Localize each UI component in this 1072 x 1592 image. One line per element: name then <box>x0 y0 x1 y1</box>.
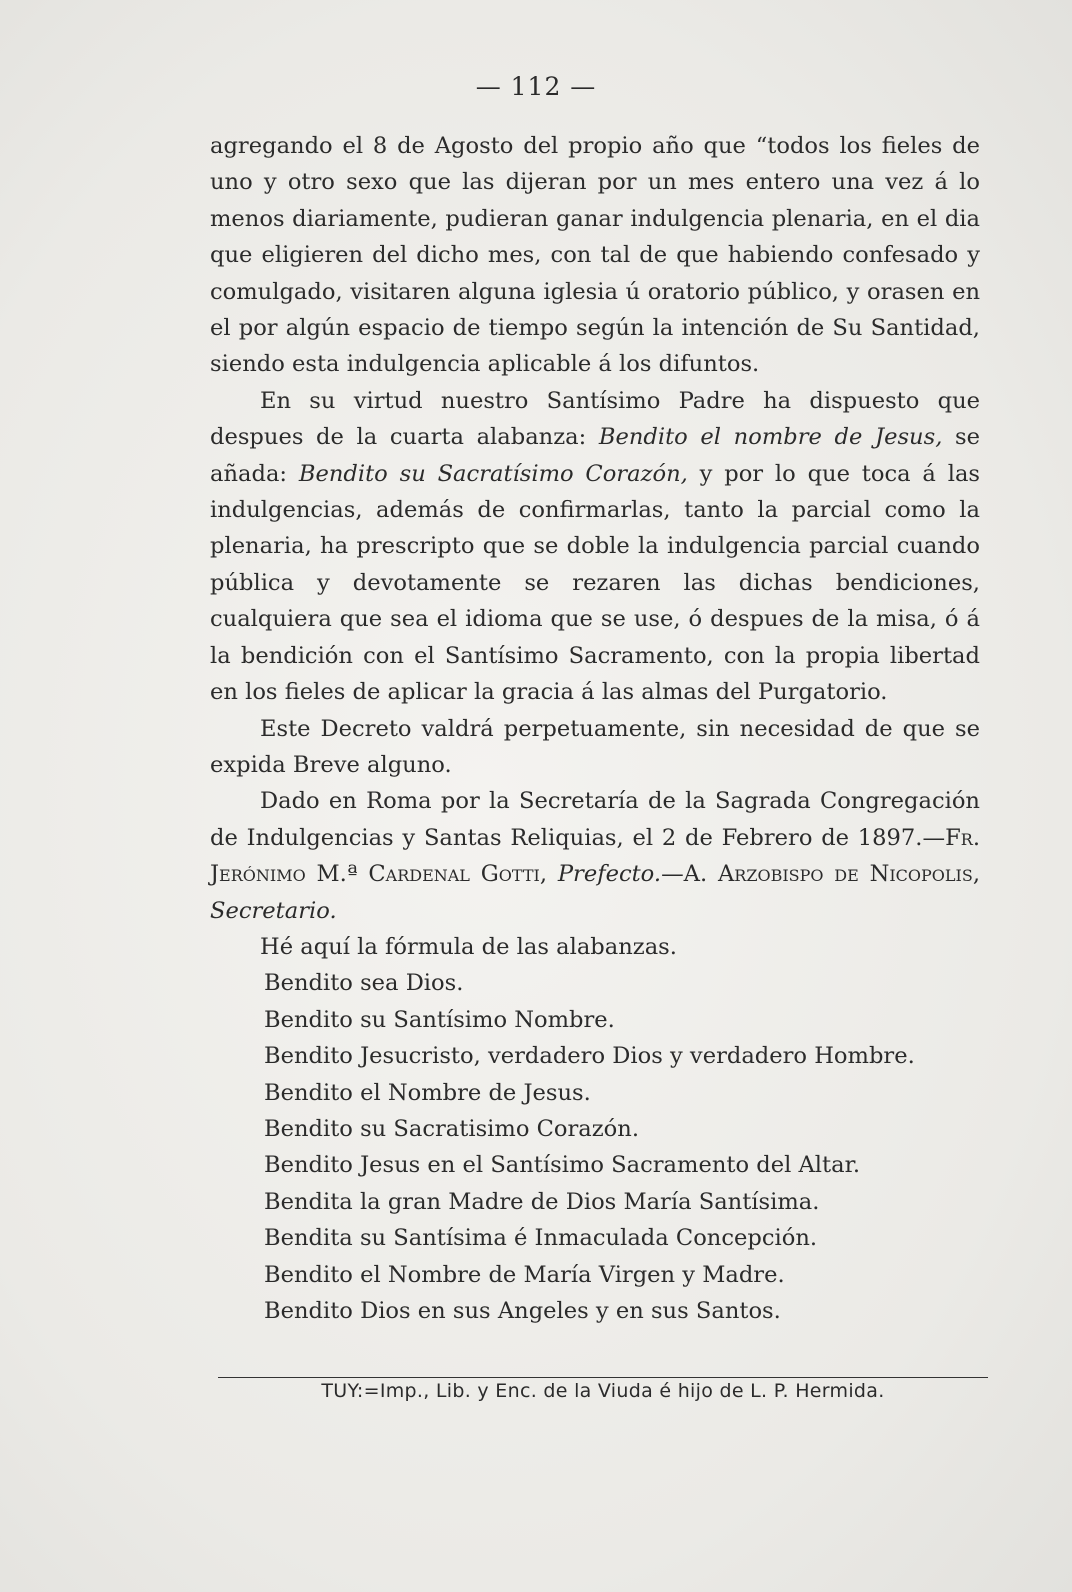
litany-line: Bendita su Santísima é Inmaculada Concepción. <box>264 1225 818 1252</box>
paragraph-signature <box>210 783 980 929</box>
signature-text-1: Dado en Roma por la Secretaría de la Sagrada Congregación de Indulgencias y Santas Reliquias, el 2 de Febrero de 1897.— <box>210 788 980 851</box>
litany-list <box>210 965 980 1329</box>
litany-line: Bendito sea Dios. <box>264 970 464 997</box>
signature-prefect: Fr. Jerónimo M.ª Cardenal Gotti, <box>210 824 980 888</box>
litany-line: Bendito su Santísimo Nombre. <box>264 1006 615 1033</box>
signature-dash: —A. <box>661 861 718 888</box>
body-text <box>210 128 980 1329</box>
paragraph-validity: Este Decreto valdrá perpetuamente, sin necesidad de que se expida Breve alguno. <box>210 715 980 778</box>
signature-secretary: Arzobispo de Nicopolis, <box>717 861 981 888</box>
decree-text-1: En su virtud nuestro Santísimo Padre ha dispuesto que despues de la cuarta alabanza: <box>210 387 980 451</box>
paragraph-decree <box>210 383 980 711</box>
paragraph-formula-intro: Hé aquí la fórmula de las alabanzas. <box>260 933 677 960</box>
signature-prefect-title: Prefecto. <box>557 861 662 888</box>
quote-sacratisimo-corazon: Bendito su Sacratísimo Corazón, <box>298 460 688 487</box>
quote-nombre-jesus: Bendito el nombre de Jesus, <box>598 424 943 451</box>
litany-line: Bendito Jesucristo, verdadero Dios y verdadero Hombre. <box>264 1043 915 1070</box>
litany-line: Bendita la gran Madre de Dios María Santísima. <box>264 1188 820 1215</box>
signature-secretary-title: Secretario. <box>210 897 337 924</box>
printer-imprint: TUY:=Imp., Lib. y Enc. de la Viuda é hijo de L. P. Hermida. <box>218 1377 988 1402</box>
litany-line: Bendito Dios en sus Angeles y en sus Santos. <box>264 1298 781 1324</box>
litany-line: Bendito Jesus en el Santísimo Sacramento del Altar. <box>264 1152 861 1179</box>
decree-text-2: se añada: <box>210 424 981 487</box>
litany-line: Bendito el Nombre de Jesus. <box>264 1079 591 1106</box>
litany-line: Bendito su Sacratisimo Corazón. <box>264 1115 640 1142</box>
decree-text-3: y por lo que toca á las indulgencias, además de confirmarlas, tanto la parcial como la plenaria, ha prescripto que se doble la indulgencia parcial cuando pública y devotamente se rezaren las dichas bendiciones, cualquiera que sea el idioma que se use, ó despues de la misa, ó á la bendición con el Santísimo Sacramento, con la propia libertad en los fieles de aplicar la gracia á las almas del Purgatorio. <box>210 460 981 706</box>
litany-line: Bendito el Nombre de María Virgen y Madre. <box>264 1261 785 1288</box>
page-number: — 112 — <box>475 72 597 101</box>
paragraph-indulgence: agregando el 8 de Agosto del propio año que “todos los fieles de uno y otro sexo que las dijeran por un mes entero una vez á lo menos diariamente, pudieran ganar indulgencia plenaria, en el dia que eligieren del dicho mes, con tal de que habiendo confesado y comulgado, visitaren alguna iglesia ú oratorio público, y orasen en el por algún espacio de tiempo según la intención de Su Santidad, siendo esta indulgencia aplicable á los difuntos. <box>210 133 980 378</box>
